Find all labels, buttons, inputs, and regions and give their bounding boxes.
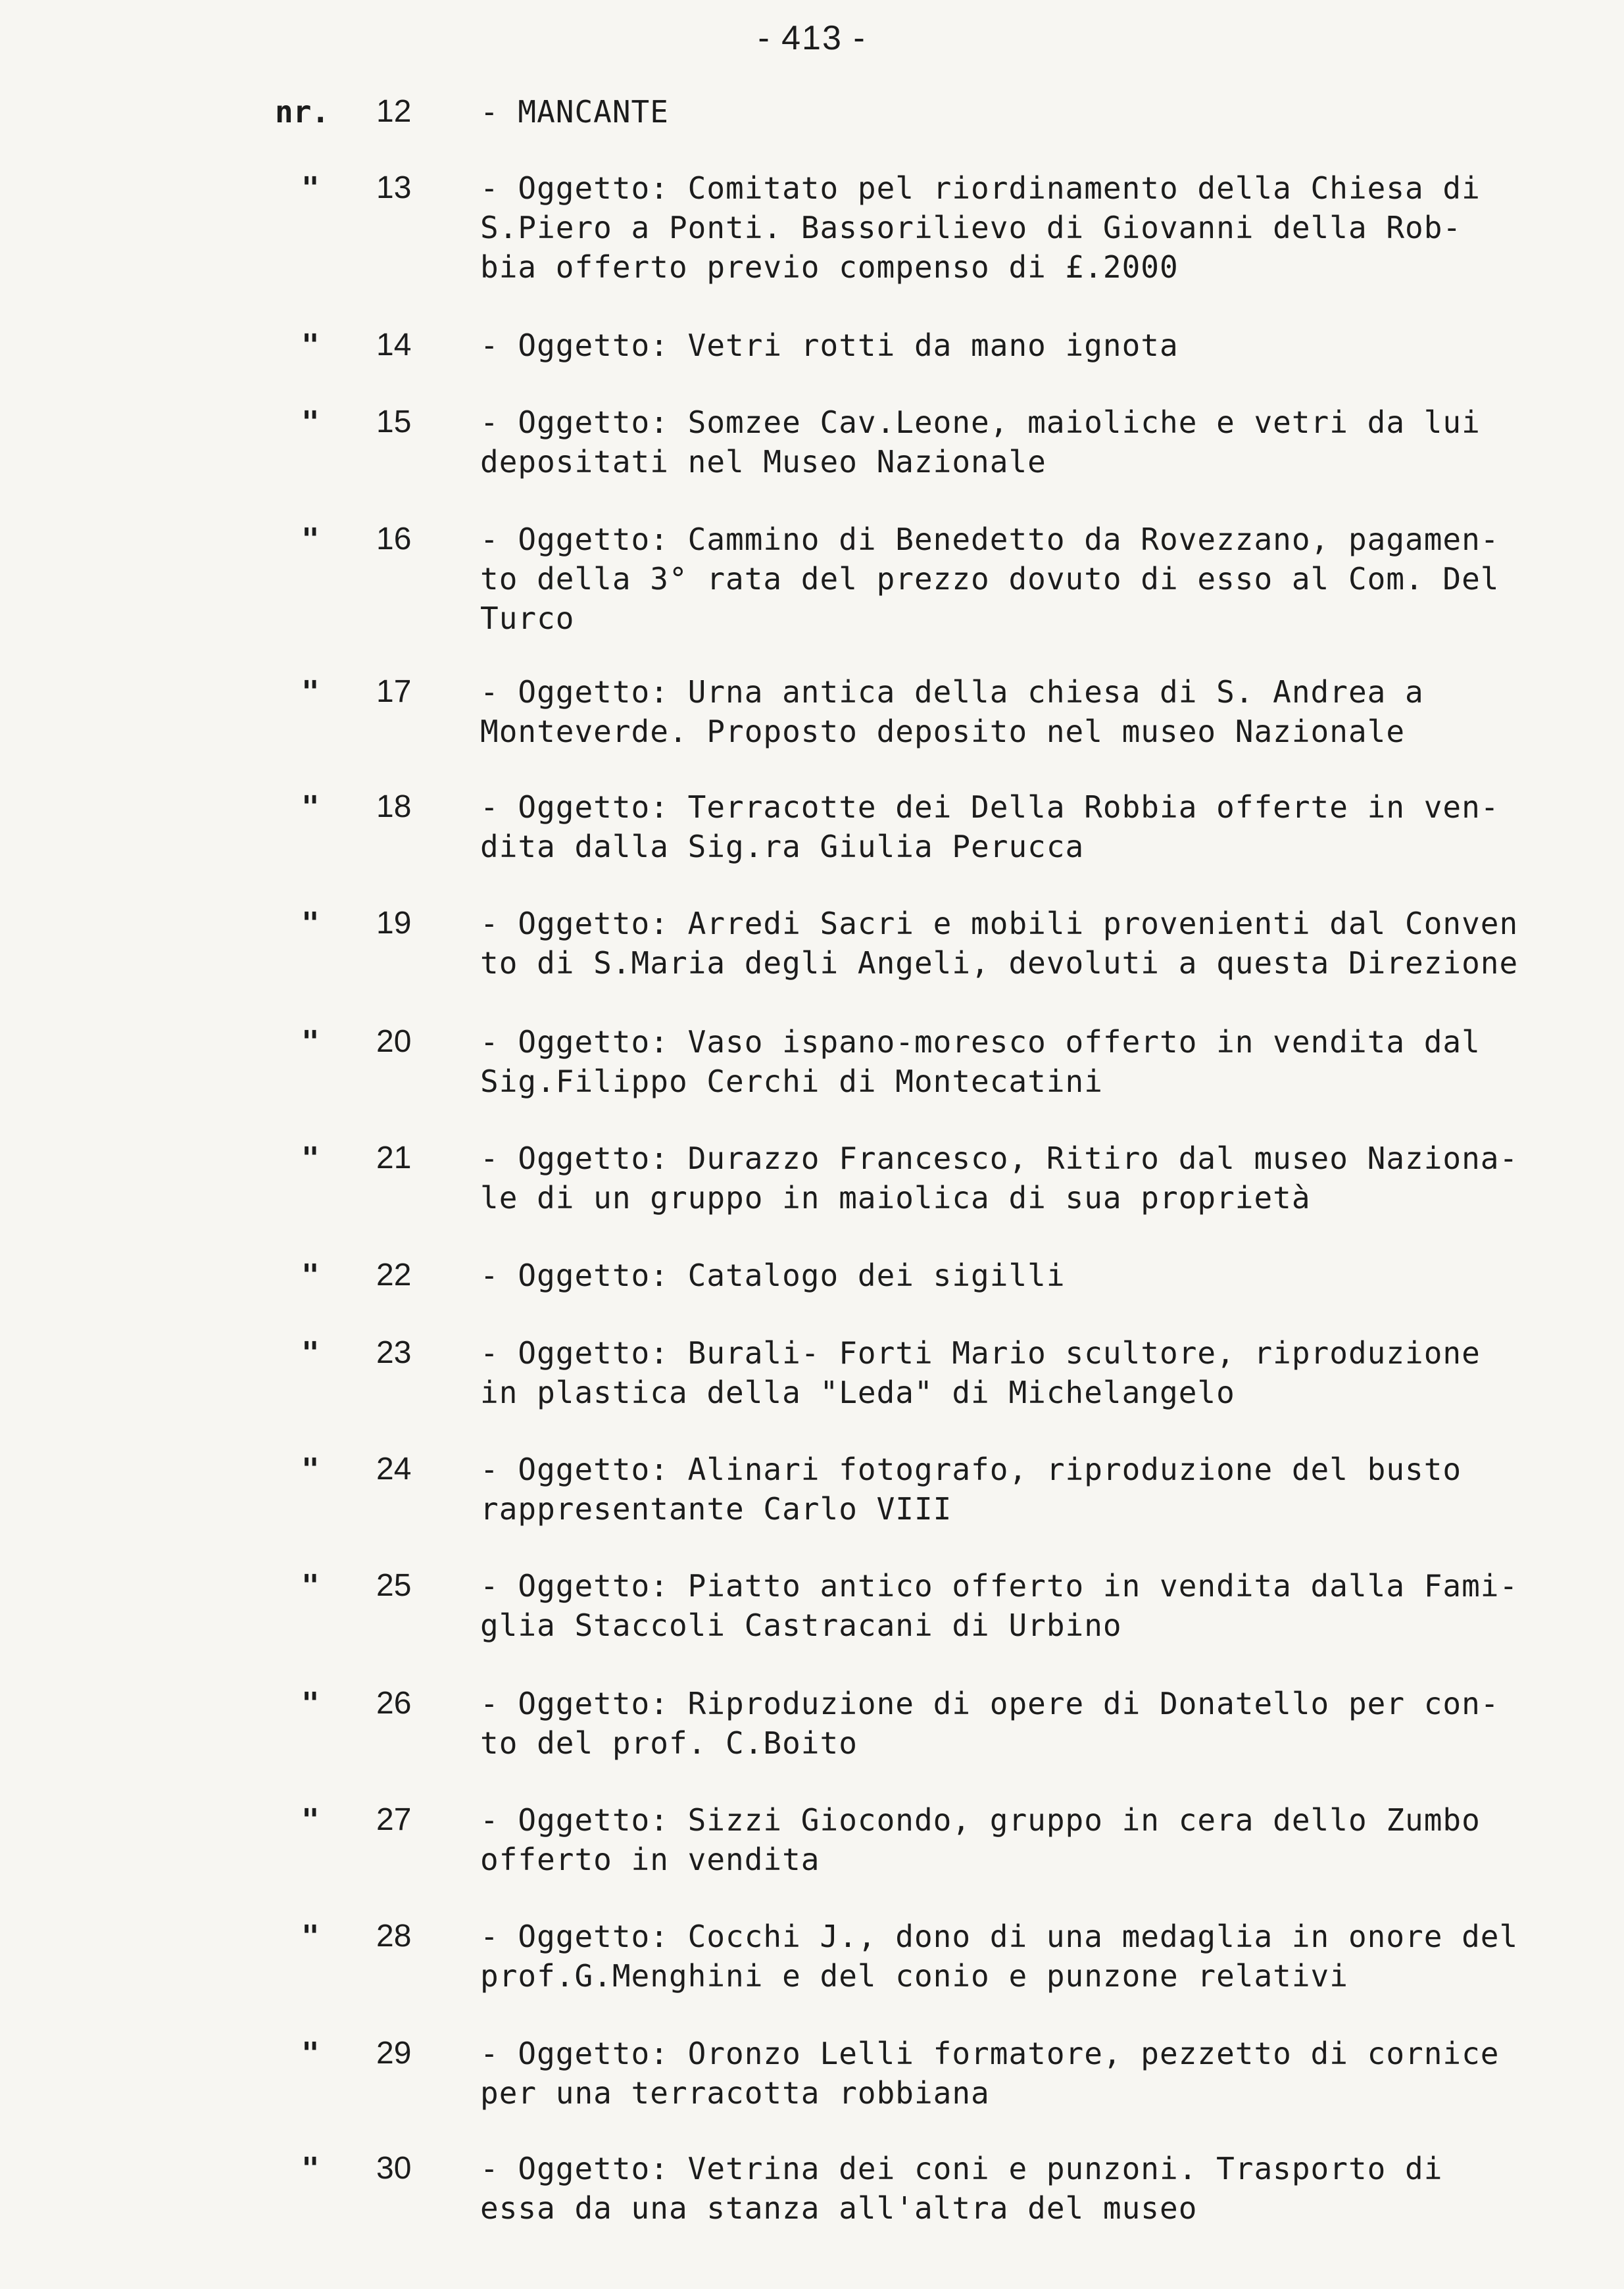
- entry-15: [0, 403, 1624, 508]
- entry-20: [0, 1022, 1624, 1127]
- entry-text: [480, 2034, 1579, 2113]
- entry-text: [480, 326, 1579, 365]
- entry-number: 29: [376, 2036, 412, 2071]
- entry-prefix: ": [301, 522, 320, 557]
- entry-text: [480, 168, 1579, 287]
- entry-26: [0, 1684, 1624, 1789]
- entry-prefix: ": [301, 906, 320, 941]
- entry-line: prof.G.Menghini e del conio e punzone relativi: [480, 1958, 1348, 1994]
- entry-line: bia offerto previo compenso di £.2000: [480, 249, 1179, 285]
- entry-24: [0, 1450, 1624, 1555]
- entry-line: S.Piero a Ponti. Bassorilievo di Giovanni della Rob-: [480, 210, 1462, 245]
- entry-text: [480, 1139, 1579, 1218]
- entry-text: [480, 1450, 1579, 1529]
- entry-number: 16: [376, 522, 412, 556]
- entry-line: le di un gruppo in maiolica di sua proprietà: [480, 1180, 1311, 1216]
- entry-18: [0, 787, 1624, 893]
- entry-prefix: ": [301, 1452, 320, 1487]
- entry-number: 22: [376, 1258, 412, 1292]
- entry-text: [480, 2149, 1579, 2228]
- page-number: - 413 -: [758, 19, 866, 57]
- entry-line: - Oggetto: Urna antica della chiesa di S. Andrea a: [480, 674, 1424, 710]
- entry-number: 13: [376, 170, 412, 205]
- entry-text: [480, 1256, 1579, 1295]
- entry-line: - Oggetto: Vetrina dei coni e punzoni. Trasporto di: [480, 2151, 1443, 2186]
- entry-text: [480, 904, 1579, 983]
- entry-line: - Oggetto: Alinari fotografo, riproduzione del busto: [480, 1452, 1462, 1487]
- entry-text: [480, 672, 1579, 751]
- entry-line: - Oggetto: Durazzo Francesco, Ritiro dal museo Naziona-: [480, 1141, 1519, 1176]
- entry-line: glia Staccoli Castracani di Urbino: [480, 1608, 1122, 1643]
- entry-number: 12: [376, 94, 412, 129]
- entry-number: 20: [376, 1024, 412, 1059]
- entry-line: - Oggetto: Cammino di Benedetto da Rovezzano, pagamen-: [480, 522, 1500, 557]
- entry-number: 25: [376, 1568, 412, 1603]
- entry-number: 26: [376, 1686, 412, 1721]
- entry-number: 30: [376, 2151, 412, 2186]
- entry-line: Monteverde. Proposto deposito nel museo Nazionale: [480, 714, 1406, 749]
- entry-line: - Oggetto: Riproduzione di opere di Donatello per con-: [480, 1686, 1500, 1721]
- entry-prefix: ": [301, 1335, 320, 1371]
- entry-text: [480, 787, 1579, 866]
- entry-line: - Oggetto: Vaso ispano-moresco offerto in vendita dal: [480, 1024, 1481, 1060]
- entry-line: - Oggetto: Vetri rotti da mano ignota: [480, 328, 1179, 363]
- entry-line: per una terracotta robbiana: [480, 2075, 990, 2111]
- entry-prefix: ": [301, 1686, 320, 1721]
- entry-prefix: ": [301, 405, 320, 440]
- entry-line: - Oggetto: Terracotte dei Della Robbia offerte in ven-: [480, 789, 1500, 825]
- entry-line: in plastica della "Leda" di Michelangelo: [480, 1375, 1235, 1410]
- entry-line: essa da una stanza all'altra del museo: [480, 2190, 1198, 2226]
- entry-25: [0, 1566, 1624, 1671]
- entry-line: - Oggetto: Sizzi Giocondo, gruppo in cera dello Zumbo: [480, 1802, 1481, 1838]
- entry-prefix: ": [301, 1024, 320, 1060]
- entry-line: rappresentante Carlo VIII: [480, 1491, 952, 1527]
- entry-line: - MANCANTE: [480, 94, 669, 130]
- entry-prefix: ": [301, 2151, 320, 2186]
- entry-line: - Oggetto: Comitato pel riordinamento della Chiesa di: [480, 170, 1481, 206]
- entry-prefix: ": [301, 1258, 320, 1293]
- entry-23: [0, 1333, 1624, 1439]
- entry-prefix: ": [301, 170, 320, 206]
- entry-prefix: ": [301, 674, 320, 710]
- entry-line: to della 3° rata del prezzo dovuto di esso al Com. Del: [480, 561, 1500, 597]
- entry-line: dita dalla Sig.ra Giulia Perucca: [480, 829, 1085, 864]
- entry-number: 24: [376, 1452, 412, 1487]
- entry-prefix: ": [301, 328, 320, 363]
- entry-line: to del prof. C.Boito: [480, 1725, 858, 1761]
- entry-number: 17: [376, 674, 412, 709]
- entry-line: depositati nel Museo Nazionale: [480, 444, 1046, 480]
- entry-prefix: ": [301, 1919, 320, 1954]
- entry-prefix: ": [301, 2036, 320, 2071]
- entry-number: 27: [376, 1802, 412, 1837]
- entry-line: - Oggetto: Piatto antico offerto in vendita dalla Fami-: [480, 1568, 1519, 1604]
- entry-number: 18: [376, 789, 412, 824]
- entry-text: [480, 520, 1579, 638]
- entry-line: offerto in vendita: [480, 1842, 820, 1877]
- entry-number: 23: [376, 1335, 412, 1370]
- entry-line: - Oggetto: Cocchi J., dono di una medaglia in onore del: [480, 1919, 1519, 1954]
- entry-28: [0, 1917, 1624, 2022]
- entry-line: - Oggetto: Burali- Forti Mario scultore, riproduzione: [480, 1335, 1481, 1371]
- entry-line: - Oggetto: Arredi Sacri e mobili provenienti dal Conven: [480, 906, 1519, 941]
- entry-21: [0, 1139, 1624, 1244]
- entry-prefix: ": [301, 1568, 320, 1604]
- entry-number: 19: [376, 906, 412, 941]
- entry-line: - Oggetto: Catalogo dei sigilli: [480, 1258, 1066, 1293]
- entry-prefix: nr.: [275, 94, 330, 130]
- entry-line: - Oggetto: Somzee Cav.Leone, maioliche e vetri da lui: [480, 405, 1481, 440]
- entry-16: [0, 520, 1624, 636]
- entry-line: to di S.Maria degli Angeli, devoluti a questa Direzione: [480, 945, 1519, 981]
- entry-line: - Oggetto: Oronzo Lelli formatore, pezzetto di cornice: [480, 2036, 1500, 2071]
- entry-17: [0, 672, 1624, 777]
- entry-number: 14: [376, 328, 412, 362]
- entry-line: Sig.Filippo Cerchi di Montecatini: [480, 1064, 1103, 1099]
- entry-prefix: ": [301, 789, 320, 825]
- entry-text: [480, 1917, 1579, 1996]
- entry-text: [480, 1566, 1579, 1645]
- entry-line: Turco: [480, 601, 575, 636]
- entry-27: [0, 1800, 1624, 1906]
- entry-prefix: ": [301, 1802, 320, 1838]
- entry-text: [480, 1333, 1579, 1412]
- entry-number: 28: [376, 1919, 412, 1954]
- entry-number: 15: [376, 405, 412, 439]
- entry-13: [0, 168, 1624, 285]
- entry-29: [0, 2034, 1624, 2139]
- entry-text: [480, 1684, 1579, 1763]
- entry-30: [0, 2149, 1624, 2254]
- entry-prefix: ": [301, 1141, 320, 1176]
- entry-19: [0, 904, 1624, 1009]
- entry-number: 21: [376, 1141, 412, 1175]
- entry-text: [480, 403, 1579, 481]
- entry-text: [480, 1022, 1579, 1101]
- entry-text: [480, 92, 1579, 132]
- entry-text: [480, 1800, 1579, 1879]
